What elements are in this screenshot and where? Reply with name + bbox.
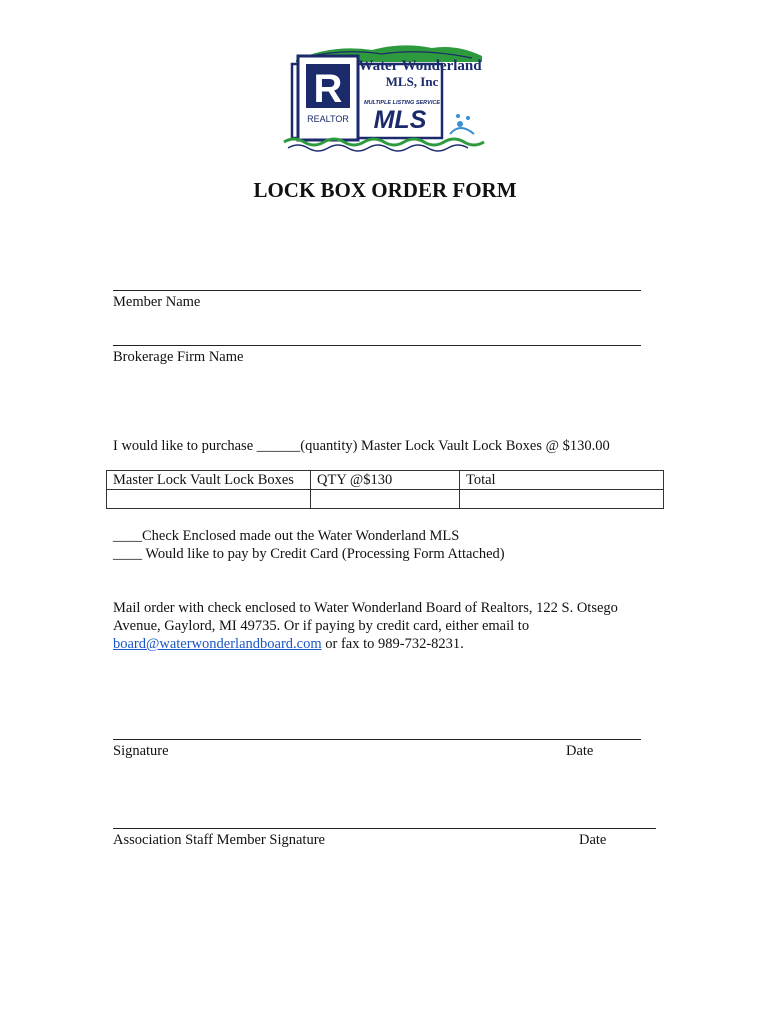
payment-card-option: ____ Would like to pay by Credit Card (Processing Form Attached) bbox=[113, 546, 505, 562]
table-row bbox=[107, 490, 664, 509]
water-wonderland-mls-logo bbox=[282, 42, 492, 154]
brokerage-firm-label: Brokerage Firm Name bbox=[113, 349, 244, 365]
member-name-line[interactable] bbox=[113, 290, 641, 291]
header-qty: QTY @$130 bbox=[311, 471, 460, 490]
mls-text: MLS bbox=[373, 106, 427, 134]
payment-check-option: ____Check Enclosed made out the Water Wonderland MLS bbox=[113, 528, 460, 544]
mail-instructions-line3 bbox=[113, 635, 464, 653]
cell-total[interactable] bbox=[460, 490, 664, 509]
staff-signature-label: Association Staff Member Signature bbox=[113, 832, 325, 848]
org-name: Water Wonderland bbox=[358, 58, 482, 74]
signature-line[interactable] bbox=[113, 739, 641, 740]
fax-text: or fax to 989-732-8231. bbox=[321, 636, 464, 652]
order-table bbox=[106, 470, 664, 509]
brokerage-firm-line[interactable] bbox=[113, 345, 641, 346]
purchase-quantity-line: I would like to purchase ______(quantity) Master Lock Vault Lock Boxes @ $130.00 bbox=[113, 438, 610, 454]
mail-instructions-line1: Mail order with check enclosed to Water Wonderland Board of Realtors, 122 S. Otsego bbox=[113, 600, 618, 616]
header-product: Master Lock Vault Lock Boxes bbox=[107, 471, 311, 490]
mail-instructions-line2: Avenue, Gaylord, MI 49735. Or if paying by credit card, either email to bbox=[113, 618, 530, 634]
realtor-text: REALTOR bbox=[307, 114, 349, 124]
staff-date-label: Date bbox=[579, 832, 607, 848]
cell-product[interactable] bbox=[107, 490, 311, 509]
mls-tagline: MULTIPLE LISTING SERVICE bbox=[364, 100, 440, 106]
email-link[interactable]: board@waterwonderlandboard.com bbox=[113, 636, 322, 652]
member-name-label: Member Name bbox=[113, 294, 201, 310]
table-header-row bbox=[107, 471, 664, 490]
header-total: Total bbox=[460, 471, 664, 490]
cell-qty[interactable] bbox=[311, 490, 460, 509]
realtor-r-mark: R bbox=[313, 67, 343, 111]
staff-signature-line[interactable] bbox=[113, 828, 656, 829]
signature-label: Signature bbox=[113, 743, 169, 759]
signature-date-label: Date bbox=[566, 743, 594, 759]
form-title: LOCK BOX ORDER FORM bbox=[253, 178, 517, 202]
org-sub: MLS, Inc bbox=[385, 74, 439, 89]
